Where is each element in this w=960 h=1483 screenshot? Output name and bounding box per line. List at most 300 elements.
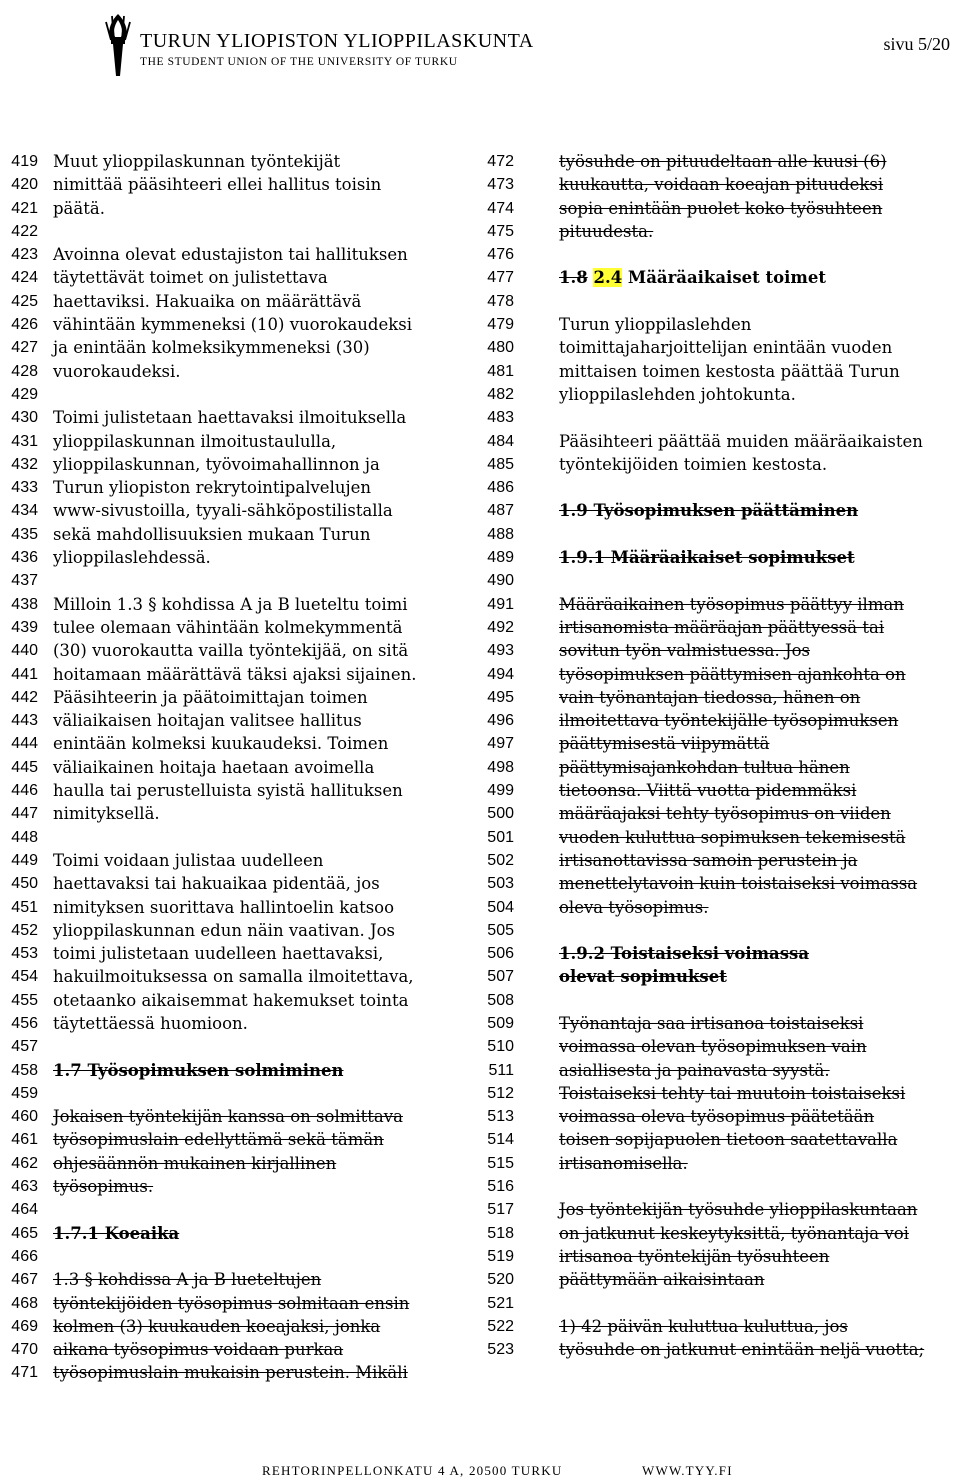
line-text: päättymisajankohdan tultua hänen: [559, 757, 850, 777]
line-number: 444: [11, 735, 38, 753]
text-line: [470, 1315, 960, 1338]
line-text: määräajaksi tehty työsopimus on viiden: [559, 804, 891, 824]
line-text: irtisanomista määräajan päättyessä tai: [559, 617, 885, 637]
section-heading: 1.7 Työsopimuksen solmiminen: [53, 1060, 344, 1080]
line-text: oleva työsopimus.: [559, 897, 709, 917]
line-number: 514: [487, 1131, 514, 1149]
text-line: [470, 336, 960, 359]
old-section-number: 1.8: [559, 268, 588, 288]
text-line: [470, 360, 960, 383]
line-number: 492: [487, 618, 514, 636]
text-line: [470, 313, 960, 336]
text-line: [470, 1198, 960, 1221]
text-line: [0, 1152, 470, 1175]
text-line: [470, 896, 960, 919]
text-line: [0, 476, 470, 499]
line-number: 516: [487, 1178, 514, 1196]
text-line: [470, 616, 960, 639]
line-number: 448: [11, 828, 38, 846]
line-number: 466: [11, 1247, 38, 1265]
line-number: 456: [11, 1014, 38, 1032]
line-text: Muut ylioppilaskunnan työntekijät: [53, 152, 341, 171]
line-text: nimityksellä.: [53, 804, 160, 824]
line-number: 497: [487, 735, 514, 753]
line-number: 471: [11, 1364, 38, 1382]
line-number: 522: [487, 1317, 514, 1335]
line-number: 431: [11, 432, 38, 450]
text-line: [0, 919, 470, 942]
text-line: [470, 732, 960, 755]
line-number: 485: [487, 455, 514, 473]
line-text: 1) 42 päivän kuluttua kuluttua, jos: [559, 1316, 848, 1336]
line-text: Jos työntekijän työsuhde ylioppilaskuntaan: [559, 1200, 918, 1220]
text-line: [0, 150, 470, 173]
text-line: [470, 290, 960, 313]
line-text: Määräaikainen työsopimus päättyy ilman: [559, 594, 904, 614]
line-text: päättymisestä viipymättä: [559, 734, 770, 754]
text-line: [0, 663, 470, 686]
text-line: [470, 779, 960, 802]
line-text: www-sivustoilla, tyyali-sähköpostilistalla: [53, 501, 393, 521]
line-number: 480: [487, 339, 514, 357]
text-line: [0, 406, 470, 429]
line-number: 520: [487, 1271, 514, 1289]
line-text: Turun yliopiston rekrytointipalvelujen: [53, 478, 371, 498]
line-number: 503: [487, 875, 514, 893]
line-number: 473: [487, 176, 514, 194]
line-text: työsopimuksen päättymisen ajankohta on: [559, 664, 906, 684]
line-number: 462: [11, 1154, 38, 1172]
line-text: työntekijöiden työsopimus solmitaan ensin: [53, 1293, 410, 1313]
text-line: [0, 826, 470, 849]
line-number: 498: [487, 758, 514, 776]
line-number: 470: [11, 1341, 38, 1359]
line-number: 505: [487, 921, 514, 939]
line-number: 494: [487, 665, 514, 683]
section-heading: 1.7.1 Koeaika: [53, 1223, 180, 1243]
line-number: 513: [487, 1108, 514, 1126]
line-text: sovitun työn valmistuessa. Jos: [559, 641, 811, 661]
text-line: [0, 569, 470, 592]
text-line: [0, 290, 470, 313]
line-text: pituudesta.: [559, 221, 654, 241]
text-line: [470, 849, 960, 872]
line-number: 445: [11, 758, 38, 776]
line-number: 474: [487, 199, 514, 217]
line-number: 518: [487, 1224, 514, 1242]
page-number: sivu 5/20: [883, 34, 950, 54]
line-number: 511: [488, 1061, 514, 1079]
text-line: [470, 1012, 960, 1035]
text-line: [0, 1105, 470, 1128]
line-text: haulla tai perustelluista syistä hallituksen: [53, 781, 403, 801]
line-number: 460: [11, 1108, 38, 1126]
line-number: 439: [11, 618, 38, 636]
text-line: [0, 686, 470, 709]
text-line: [0, 989, 470, 1012]
text-line: [0, 1082, 470, 1105]
line-number: 438: [11, 595, 38, 613]
line-number: 486: [487, 479, 514, 497]
text-line: [470, 220, 960, 243]
text-line: [470, 639, 960, 662]
text-line: [0, 499, 470, 522]
line-text: kuukautta, voidaan koeajan pituudeksi: [559, 175, 884, 195]
line-number: 489: [487, 549, 514, 567]
line-number: 452: [11, 921, 38, 939]
line-text: ylioppilaslehden johtokunta.: [559, 384, 796, 404]
line-number: 419: [11, 153, 38, 170]
text-line: [470, 663, 960, 686]
text-line: [0, 266, 470, 289]
line-number: 482: [487, 385, 514, 403]
left-text-column: [0, 150, 470, 1385]
line-text: sekä mahdollisuuksien mukaan Turun: [53, 524, 371, 544]
line-text: vain työnantajan tiedossa, hänen on: [559, 687, 861, 707]
text-line: [0, 1361, 470, 1384]
footer-address: REHTORINPELLONKATU 4 A, 20500 TURKU: [262, 1463, 563, 1478]
line-number: 507: [487, 968, 514, 986]
text-line: [0, 709, 470, 732]
text-line: [470, 872, 960, 895]
line-text: toimi julistetaan uudelleen haettavaksi,: [53, 944, 384, 964]
line-number: 459: [11, 1084, 38, 1102]
line-number: 488: [487, 525, 514, 543]
footer-website-link[interactable]: WWW.TYY.FI: [642, 1463, 733, 1478]
text-line: [470, 1035, 960, 1058]
line-number: 429: [11, 385, 38, 403]
line-text: väliaikainen hoitaja haetaan avoimella: [53, 757, 375, 777]
line-number: 487: [487, 502, 514, 520]
line-text: nimityksen suorittava hallintoelin katsoo: [53, 897, 395, 917]
text-line: [470, 569, 960, 592]
text-line: [0, 197, 470, 220]
line-number: 441: [11, 665, 38, 683]
line-number: 509: [487, 1014, 514, 1032]
text-line: [470, 942, 960, 965]
text-line: [0, 430, 470, 453]
line-text: Toimi julistetaan haettavaksi ilmoituksella: [53, 408, 407, 428]
line-text: nimittää pääsihteeri ellei hallitus toisin: [53, 175, 382, 195]
text-line: [0, 1035, 470, 1058]
text-line: [0, 802, 470, 825]
line-number: 515: [487, 1154, 514, 1172]
line-text: vuorokaudeksi.: [53, 361, 181, 381]
text-line: [470, 756, 960, 779]
line-text: ylioppilaskunnan, työvoimahallinnon ja: [53, 454, 380, 474]
text-line: [0, 313, 470, 336]
line-number: 469: [11, 1317, 38, 1335]
line-number: 426: [11, 316, 38, 334]
text-line: [0, 1198, 470, 1221]
text-line: [0, 1245, 470, 1268]
text-line: [0, 336, 470, 359]
text-line: [0, 616, 470, 639]
line-number: 451: [11, 898, 38, 916]
line-text: menettelytavoin kuin toistaiseksi voimassa: [559, 874, 918, 894]
text-line: [470, 1082, 960, 1105]
section-heading: 1.9.2 Toistaiseksi voimassa: [559, 944, 810, 964]
text-line: [470, 919, 960, 942]
text-line: [470, 593, 960, 616]
text-line: [0, 779, 470, 802]
line-text: aikana työsopimus voidaan purkaa: [53, 1340, 344, 1360]
line-number: 495: [487, 688, 514, 706]
text-line: [470, 1059, 960, 1082]
line-text: ylioppilaslehdessä.: [53, 548, 211, 568]
line-number: 517: [487, 1201, 514, 1219]
text-line: [470, 453, 960, 476]
text-line: [0, 1222, 470, 1245]
text-line: [0, 1059, 470, 1082]
text-line: [0, 1128, 470, 1151]
text-line: [470, 523, 960, 546]
text-line: [0, 849, 470, 872]
text-line: [470, 430, 960, 453]
text-line: [0, 593, 470, 616]
line-text: (30) vuorokautta vailla työntekijää, on sitä: [53, 641, 409, 661]
text-line: [0, 872, 470, 895]
text-line: [470, 243, 960, 266]
line-text: toimittajaharjoittelijan enintään vuoden: [559, 338, 893, 358]
text-line: [470, 406, 960, 429]
text-line: [0, 523, 470, 546]
line-text: kolmen (3) kuukauden koeajaksi, jonka: [53, 1316, 381, 1336]
line-number: 454: [11, 968, 38, 986]
text-line: [0, 1175, 470, 1198]
line-number: 476: [487, 246, 514, 264]
text-line: [0, 1012, 470, 1035]
text-line: [0, 1292, 470, 1315]
line-text: työsuhde on pituudeltaan alle kuusi (6): [559, 152, 887, 171]
line-text: haettaviksi. Hakuaika on määrättävä: [53, 291, 362, 311]
line-number: 523: [487, 1341, 514, 1359]
line-number: 433: [11, 479, 38, 497]
line-text: otetaanko aikaisemmat hakemukset tointa: [53, 990, 409, 1010]
line-number: 475: [487, 222, 514, 240]
text-line: [0, 756, 470, 779]
text-line: [470, 709, 960, 732]
line-text: mittaisen toimen kestosta päättää Turun: [559, 361, 900, 381]
line-number: 425: [11, 292, 38, 310]
text-line: [470, 546, 960, 569]
line-number: 490: [487, 572, 514, 590]
line-number: 521: [487, 1294, 514, 1312]
text-line: [470, 686, 960, 709]
organization-subtitle: THE STUDENT UNION OF THE UNIVERSITY OF TURKU: [140, 56, 458, 68]
line-number: 455: [11, 991, 38, 1009]
line-text: vuoden kuluttua sopimuksen tekemisestä: [559, 827, 906, 847]
text-line: [0, 639, 470, 662]
line-number: 461: [11, 1131, 38, 1149]
line-text: työsopimuslain edellyttämä sekä tämän: [53, 1130, 384, 1150]
line-number: 465: [11, 1224, 38, 1242]
text-line: [0, 732, 470, 755]
text-line: [470, 1105, 960, 1128]
text-line: [0, 243, 470, 266]
line-text: voimassa oleva työsopimus päätetään: [559, 1107, 875, 1127]
section-heading: 1.9.1 Määräaikaiset sopimukset: [559, 548, 855, 568]
line-text: ohjesäännön mukainen kirjallinen: [53, 1153, 337, 1173]
text-line: [0, 453, 470, 476]
line-text: Toistaiseksi tehty tai muutoin toistaiseksi: [559, 1083, 906, 1103]
line-number: 422: [11, 222, 38, 240]
line-text: täytettäessä huomioon.: [53, 1013, 248, 1033]
line-text: Turun ylioppilaslehden: [559, 315, 752, 335]
line-number: 468: [11, 1294, 38, 1312]
line-number: 508: [487, 991, 514, 1009]
line-number: 434: [11, 502, 38, 520]
line-text: väliaikaisen hoitajan valitsee hallitus: [53, 711, 362, 731]
line-text: asiallisesta ja painavasta syystä.: [559, 1060, 830, 1080]
line-text: on jatkunut keskeytyksittä, työnantaja voi: [559, 1223, 909, 1243]
line-number: 510: [487, 1038, 514, 1056]
line-text: ylioppilaskunnan ilmoitustaululla,: [53, 431, 337, 451]
line-number: 512: [487, 1084, 514, 1102]
line-number: 449: [11, 851, 38, 869]
line-text: täytettävät toimet on julistettava: [53, 268, 328, 288]
line-number: 491: [487, 595, 514, 613]
line-number: 447: [11, 805, 38, 823]
text-line: [470, 1222, 960, 1245]
text-line: [470, 1292, 960, 1315]
section-heading: [559, 268, 826, 287]
text-line: [0, 383, 470, 406]
text-line: [470, 826, 960, 849]
text-line: [470, 1268, 960, 1291]
line-number: 479: [487, 316, 514, 334]
line-number: 504: [487, 898, 514, 916]
line-number: 496: [487, 712, 514, 730]
line-text: toisen sopijapuolen tietoon saatettavalla: [559, 1130, 898, 1150]
text-line: [470, 173, 960, 196]
text-line: [0, 1268, 470, 1291]
right-text-column: [470, 150, 960, 1361]
line-number: 435: [11, 525, 38, 543]
line-text: haettavaksi tai hakuaikaa pidentää, jos: [53, 874, 380, 894]
page-header: [0, 0, 960, 110]
text-line: [470, 1175, 960, 1198]
line-text: hakuilmoituksessa on samalla ilmoitettava,: [53, 967, 414, 987]
section-title: Määräaikaiset toimet: [622, 268, 826, 288]
line-text: irtisanomisella.: [559, 1153, 688, 1173]
text-line: [0, 896, 470, 919]
text-line: [0, 942, 470, 965]
line-number: 493: [487, 642, 514, 660]
line-number: 428: [11, 362, 38, 380]
line-number: 457: [11, 1038, 38, 1056]
line-text: työsuhde on jatkunut enintään neljä vuotta;: [559, 1340, 925, 1360]
line-text: Avoinna olevat edustajiston tai hallituksen: [53, 245, 408, 265]
line-number: 440: [11, 642, 38, 660]
section-heading: 1.9 Työsopimuksen päättäminen: [559, 501, 859, 521]
line-number: 450: [11, 875, 38, 893]
line-text: Pääsihteeri päättää muiden määräaikaisten: [559, 431, 923, 451]
line-number: 481: [487, 362, 514, 380]
line-number: 421: [11, 199, 38, 217]
text-line: [470, 266, 960, 289]
line-number: 427: [11, 339, 38, 357]
line-text: vähintään kymmeneksi (10) vuorokaudeksi: [53, 315, 412, 335]
line-text: 1.3 § kohdissa A ja B lueteltujen: [53, 1270, 322, 1290]
line-text: päätä.: [53, 198, 105, 218]
line-text: ilmoitettava työntekijälle työsopimuksen: [559, 711, 899, 731]
organization-name: TURUN YLIOPISTON YLIOPPILASKUNTA: [140, 30, 534, 52]
text-line: [470, 499, 960, 522]
line-text: irtisanoa työntekijän työsuhteen: [559, 1246, 830, 1266]
line-text: irtisanottavissa samoin perustein ja: [559, 850, 858, 870]
text-line: [0, 546, 470, 569]
line-text: työsopimus.: [53, 1177, 154, 1197]
text-line: [0, 360, 470, 383]
line-text: Jokaisen työntekijän kanssa on solmittava: [53, 1107, 403, 1127]
text-line: [0, 173, 470, 196]
line-number: 442: [11, 688, 38, 706]
line-text: ylioppilaskunnan edun näin vaativan. Jos: [53, 920, 396, 940]
text-line: [470, 476, 960, 499]
line-number: 430: [11, 409, 38, 427]
line-number: 477: [487, 269, 514, 287]
line-number: 443: [11, 712, 38, 730]
text-line: [0, 965, 470, 988]
line-number: 506: [487, 945, 514, 963]
line-text: Pääsihteerin ja päätoimittajan toimen: [53, 687, 368, 707]
line-number: 432: [11, 455, 38, 473]
line-number: 424: [11, 269, 38, 287]
section-heading: olevat sopimukset: [559, 967, 727, 987]
line-number: 478: [487, 292, 514, 310]
line-text: sopia enintään puolet koko työsuhteen: [559, 198, 883, 218]
line-number: 484: [487, 432, 514, 450]
text-line: [470, 1152, 960, 1175]
line-text: voimassa olevan työsopimuksen vain: [559, 1037, 867, 1057]
line-text: työntekijöiden toimien kestosta.: [559, 454, 828, 474]
text-line: [470, 1128, 960, 1151]
line-text: työsopimuslain mukaisin perustein. Mikäli: [53, 1363, 408, 1383]
text-line: [470, 150, 960, 173]
line-number: 464: [11, 1201, 38, 1219]
text-line: [470, 1245, 960, 1268]
new-section-number: 2.4: [593, 268, 623, 288]
line-number: 423: [11, 246, 38, 264]
line-number: 483: [487, 409, 514, 427]
line-number: 502: [487, 851, 514, 869]
torch-logo-icon: [103, 10, 133, 80]
line-number: 420: [11, 176, 38, 194]
line-number: 453: [11, 945, 38, 963]
text-line: [0, 1338, 470, 1361]
text-line: [470, 1338, 960, 1361]
line-text: Milloin 1.3 § kohdissa A ja B lueteltu toimi: [53, 594, 408, 614]
line-text: tulee olemaan vähintään kolmekymmentä: [53, 617, 403, 637]
line-number: 501: [487, 828, 514, 846]
line-number: 436: [11, 549, 38, 567]
line-number: 467: [11, 1271, 38, 1289]
line-text: hoitamaan määrättävä täksi ajaksi sijainen.: [53, 664, 417, 684]
page-footer: [0, 1458, 960, 1483]
line-number: 463: [11, 1178, 38, 1196]
text-line: [0, 1315, 470, 1338]
line-number: 500: [487, 805, 514, 823]
text-line: [470, 383, 960, 406]
line-number: 437: [11, 572, 38, 590]
line-text: enintään kolmeksi kuukaudeksi. Toimen: [53, 734, 389, 754]
line-text: päättymään aikaisintaan: [559, 1270, 765, 1290]
line-text: ja enintään kolmeksikymmeneksi (30): [53, 338, 370, 358]
line-number: 499: [487, 782, 514, 800]
text-line: [470, 197, 960, 220]
line-number: 472: [487, 153, 514, 170]
